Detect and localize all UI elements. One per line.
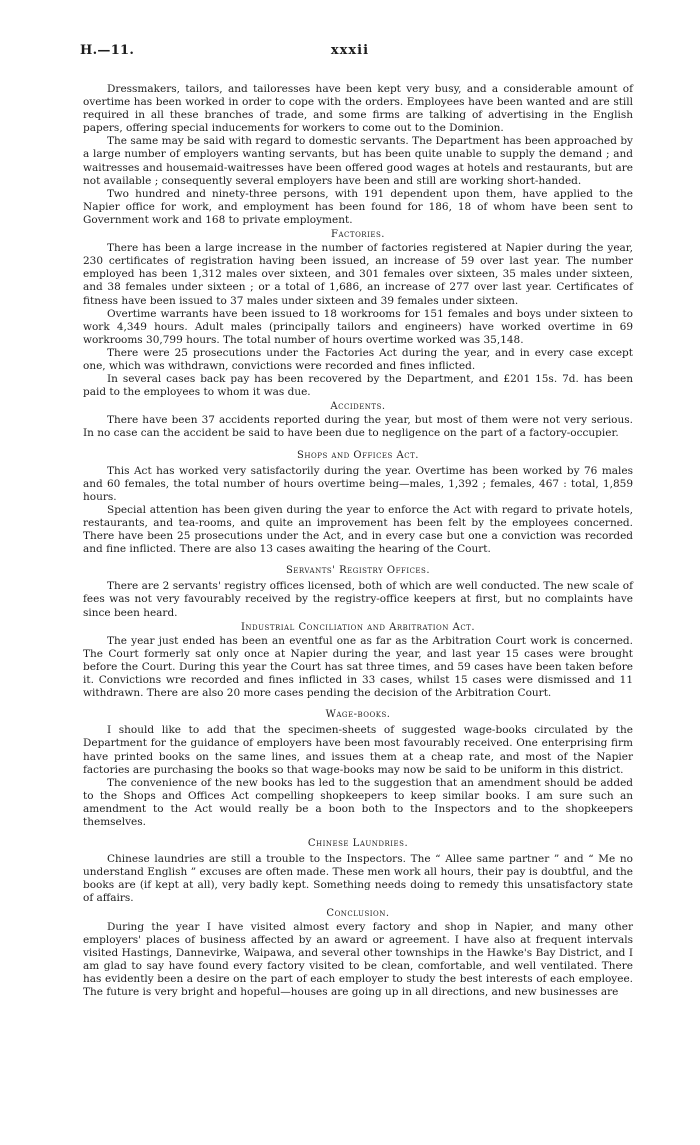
section-heading: Shops and Offices Act. [297,449,419,461]
paragraph: In several cases back pay has been recovered by the Department, and £201 15s. 7d. has been paid to the employees to whom it was due. [83,373,633,399]
paragraph: The convenience of the new books has led to the suggestion that an amendment should be added to the Shops and Offices Act compelling shopkeepers to keep similar books. I am sure such an amendment to the Act would really be a boon both to the Inspectors and to the shopkeepers themselves. [83,776,633,828]
wage-books-section [83,708,633,829]
document-reference: H.—11. [80,43,135,58]
section-heading: Industrial Conciliation and Arbitration Act. [240,621,476,633]
section-heading: Servants' Registry Offices. [285,565,431,577]
paragraph: Dressmakers, tailors, and tailoresses have been kept very busy, and a considerable amount of overtime has been worked in order to cope with the orders. Employees have been wanted and are still required in all these branches of trade, and some firms are talking of advertising in the English papers, offering special inducements for workers to come out to the Dominion. [83,83,633,135]
paragraph: Two hundred and ninety-three persons, with 191 dependent upon them, have applied to the Napier office for work, and employment has been found for 186, 18 of whom have been sent to Government work and 168 to private employment. [83,187,633,226]
paragraph: Special attention has been given during the year to enforce the Act with regard to private hotels, restaurants, and tea-rooms, and quite an improvement has been felt by the employees concerned. There have been 25 prosecutions under the Act, and in every case but one a conviction was recorded and fine inflicted. There are also 13 cases awaiting the hearing of the Court. [83,503,633,556]
accidents-section [83,400,633,440]
page-number: xxxii [330,43,370,58]
paragraph: The year just ended has been an eventful one as far as the Arbitration Court work is concerned. The Court formerly sat only once at Napier during the year, and last year 15 cases were brought before the Court. During this year the Court has sat three times, and 59 cases have been taken before it. Convictions wre recorded and fines inflicted in 33 cases, whilst 15 cases were dismissed and 11 withdrawn. There are also 20 more cases pending the decision of the Arbitration Court. [83,634,633,700]
paragraph: There has been a large increase in the number of factories registered at Napier during the year, 230 certificates of registration having been issued, an increase of 59 over last year. The number employed has been 1,312 males over sixteen, and 301 females over sixteen, 35 males under sixteen, and 38 females under sixteen ; or a total of 1,686, an increase of 277 over last year. Certificates of fitness have been issued to 37 males under sixteen and 39 females under sixteen. [83,242,633,307]
paragraph: This Act has worked very satisfactorily during the year. Overtime has been worked by 76 males and 60 females, the total number of hours overtime being—males, 1,392 ; females, 467 : total, 1,859 hours. [83,464,633,503]
paragraph: Chinese laundries are still a trouble to the Inspectors. The “ Allee same partner ” and “ Me no understand English ” excuses are often made. These men work all hours, their pay is doubtful, and the books are (if kept at all), very badly kept. Something needs doing to remedy this unsatisfactory state of affairs. [83,853,633,905]
chinese-laundries-section [83,837,633,905]
paragraph: There were 25 prosecutions under the Factories Act during the year, and in every case except one, which was withdrawn, convictions were recorded and fines inflicted. [83,346,633,372]
section-heading: Chinese Laundries. [307,838,409,850]
arbitration-section [83,621,633,701]
paragraph: There are 2 servants' registry offices licensed, both of which are well conducted. The new scale of fees was not very favourably received by the registry-office keepers at first, but no complaints have since been heard. [83,580,633,619]
paragraph: During the year I have visited almost every factory and shop in Napier, and many other employers' places of business affected by an award or agreement. I have also at frequent intervals visited Hastings, Dannevirke, Waipawa, and several other townships in the Hawke's Bay District, and I am glad to say have found every factory visited to be clean, comfortable, and well ventilated. There has evidently been a desire on the part of each employer to study the best interests of each employee. The future is very bright and hopeful—houses are going up in all directions, and new businesses are [83,920,633,999]
registry-offices-section [83,564,633,619]
paragraph: I should like to add that the specimen-sheets of suggested wage-books circulated by the Department for the guidance of employers have been most favourably received. One enterprising firm have printed books on the same lines, and issues them at a cheap rate, and most of the Napier factories are purchasing the books so that wage-books may now be said to be uniform in this district. [83,724,633,776]
section-heading: Wage-books. [325,709,391,721]
paragraph: Overtime warrants have been issued to 18 workrooms for 151 females and boys under sixteen to work 4,349 hours. Adult males (principally tailors and engineers) have worked overtime in 69 workrooms 30,799 hours. The total number of hours overtime worked was 35,148. [83,307,633,346]
page-header [0,44,700,64]
intro-section [83,83,633,227]
paragraph: There have been 37 accidents reported during the year, but most of them were not very serious. In no case can the accident be said to have been due to negligence on the part of a factory-occupier. [83,414,633,440]
factories-section [83,228,633,399]
report-body [83,83,633,999]
section-heading: Accidents. [330,401,386,413]
conclusion-section [83,907,633,1000]
paragraph: The same may be said with regard to domestic servants. The Department has been approached by a large number of employers wanting servants, but has been quite unable to supply the demand ; and waitresses and housemaid-waitresses have been offered good wages at hotels and restaurants, but are not available ; consequently several employers have been and still are working short-handed. [83,135,633,187]
shops-offices-section [83,449,633,557]
section-heading: Factories. [331,229,385,241]
section-heading: Conclusion. [326,907,390,919]
